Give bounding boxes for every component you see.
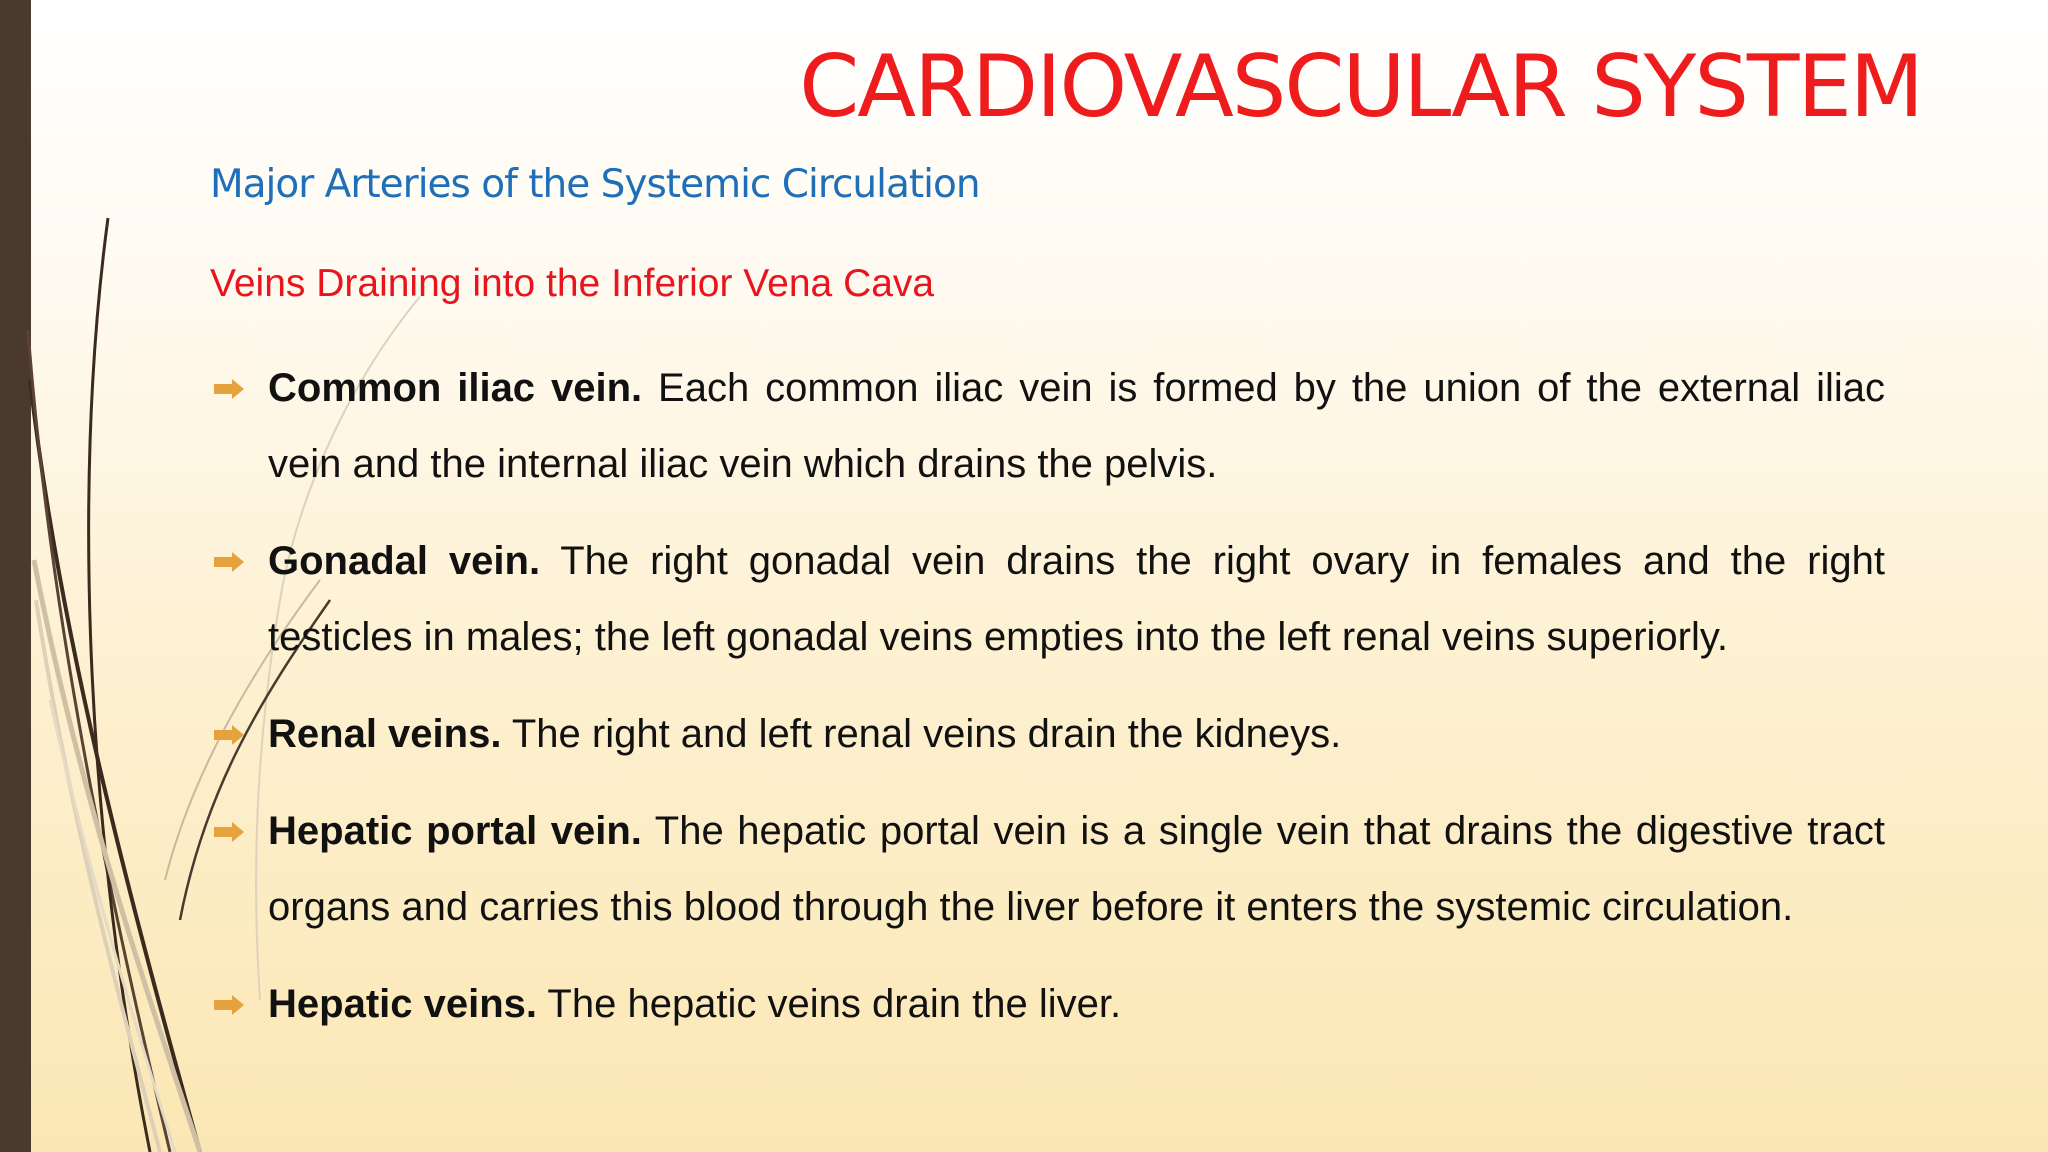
bullet-item (210, 350, 1885, 502)
arrow-right-icon (214, 822, 244, 842)
bullet-term: Hepatic veins. (268, 982, 538, 1026)
bullet-text: The right gonadal vein drains the right ovary in females and the right testicles in males; the left gonadal veins empties into the left renal veins superiorly. (268, 539, 1885, 659)
bullet-text: Each common iliac vein is formed by the union of the external iliac vein and the internal iliac vein which drains the pelvis. (268, 366, 1885, 486)
bullet-term: Gonadal vein. (268, 539, 541, 583)
arrow-right-icon (214, 725, 244, 745)
bullet-text: The right and left renal veins drain the kidneys. (511, 712, 1342, 756)
bullet-term: Renal veins. (268, 712, 502, 756)
arrow-right-icon (214, 995, 244, 1015)
arrow-right-icon (214, 552, 244, 572)
bullet-term: Hepatic portal vein. (268, 809, 642, 853)
bullet-item (210, 793, 1885, 945)
bullet-text: The hepatic portal vein is a single vein that drains the digestive tract organs and carries this blood through the liver before it enters the systemic circulation. (268, 809, 1886, 929)
bullet-item (210, 696, 1885, 772)
arrow-right-icon (214, 379, 244, 399)
slide-title: CARDIOVASCULAR SYSTEM (799, 37, 1922, 137)
bullet-item (210, 966, 1885, 1042)
bullet-list (210, 350, 1885, 1063)
slide-subtitle: Major Arteries of the Systemic Circulation (210, 162, 980, 207)
bullet-term: Common iliac vein. (268, 366, 643, 410)
bullet-text: The hepatic veins drain the liver. (547, 982, 1122, 1026)
bullet-item (210, 523, 1885, 675)
section-heading: Veins Draining into the Inferior Vena Cava (210, 262, 935, 305)
